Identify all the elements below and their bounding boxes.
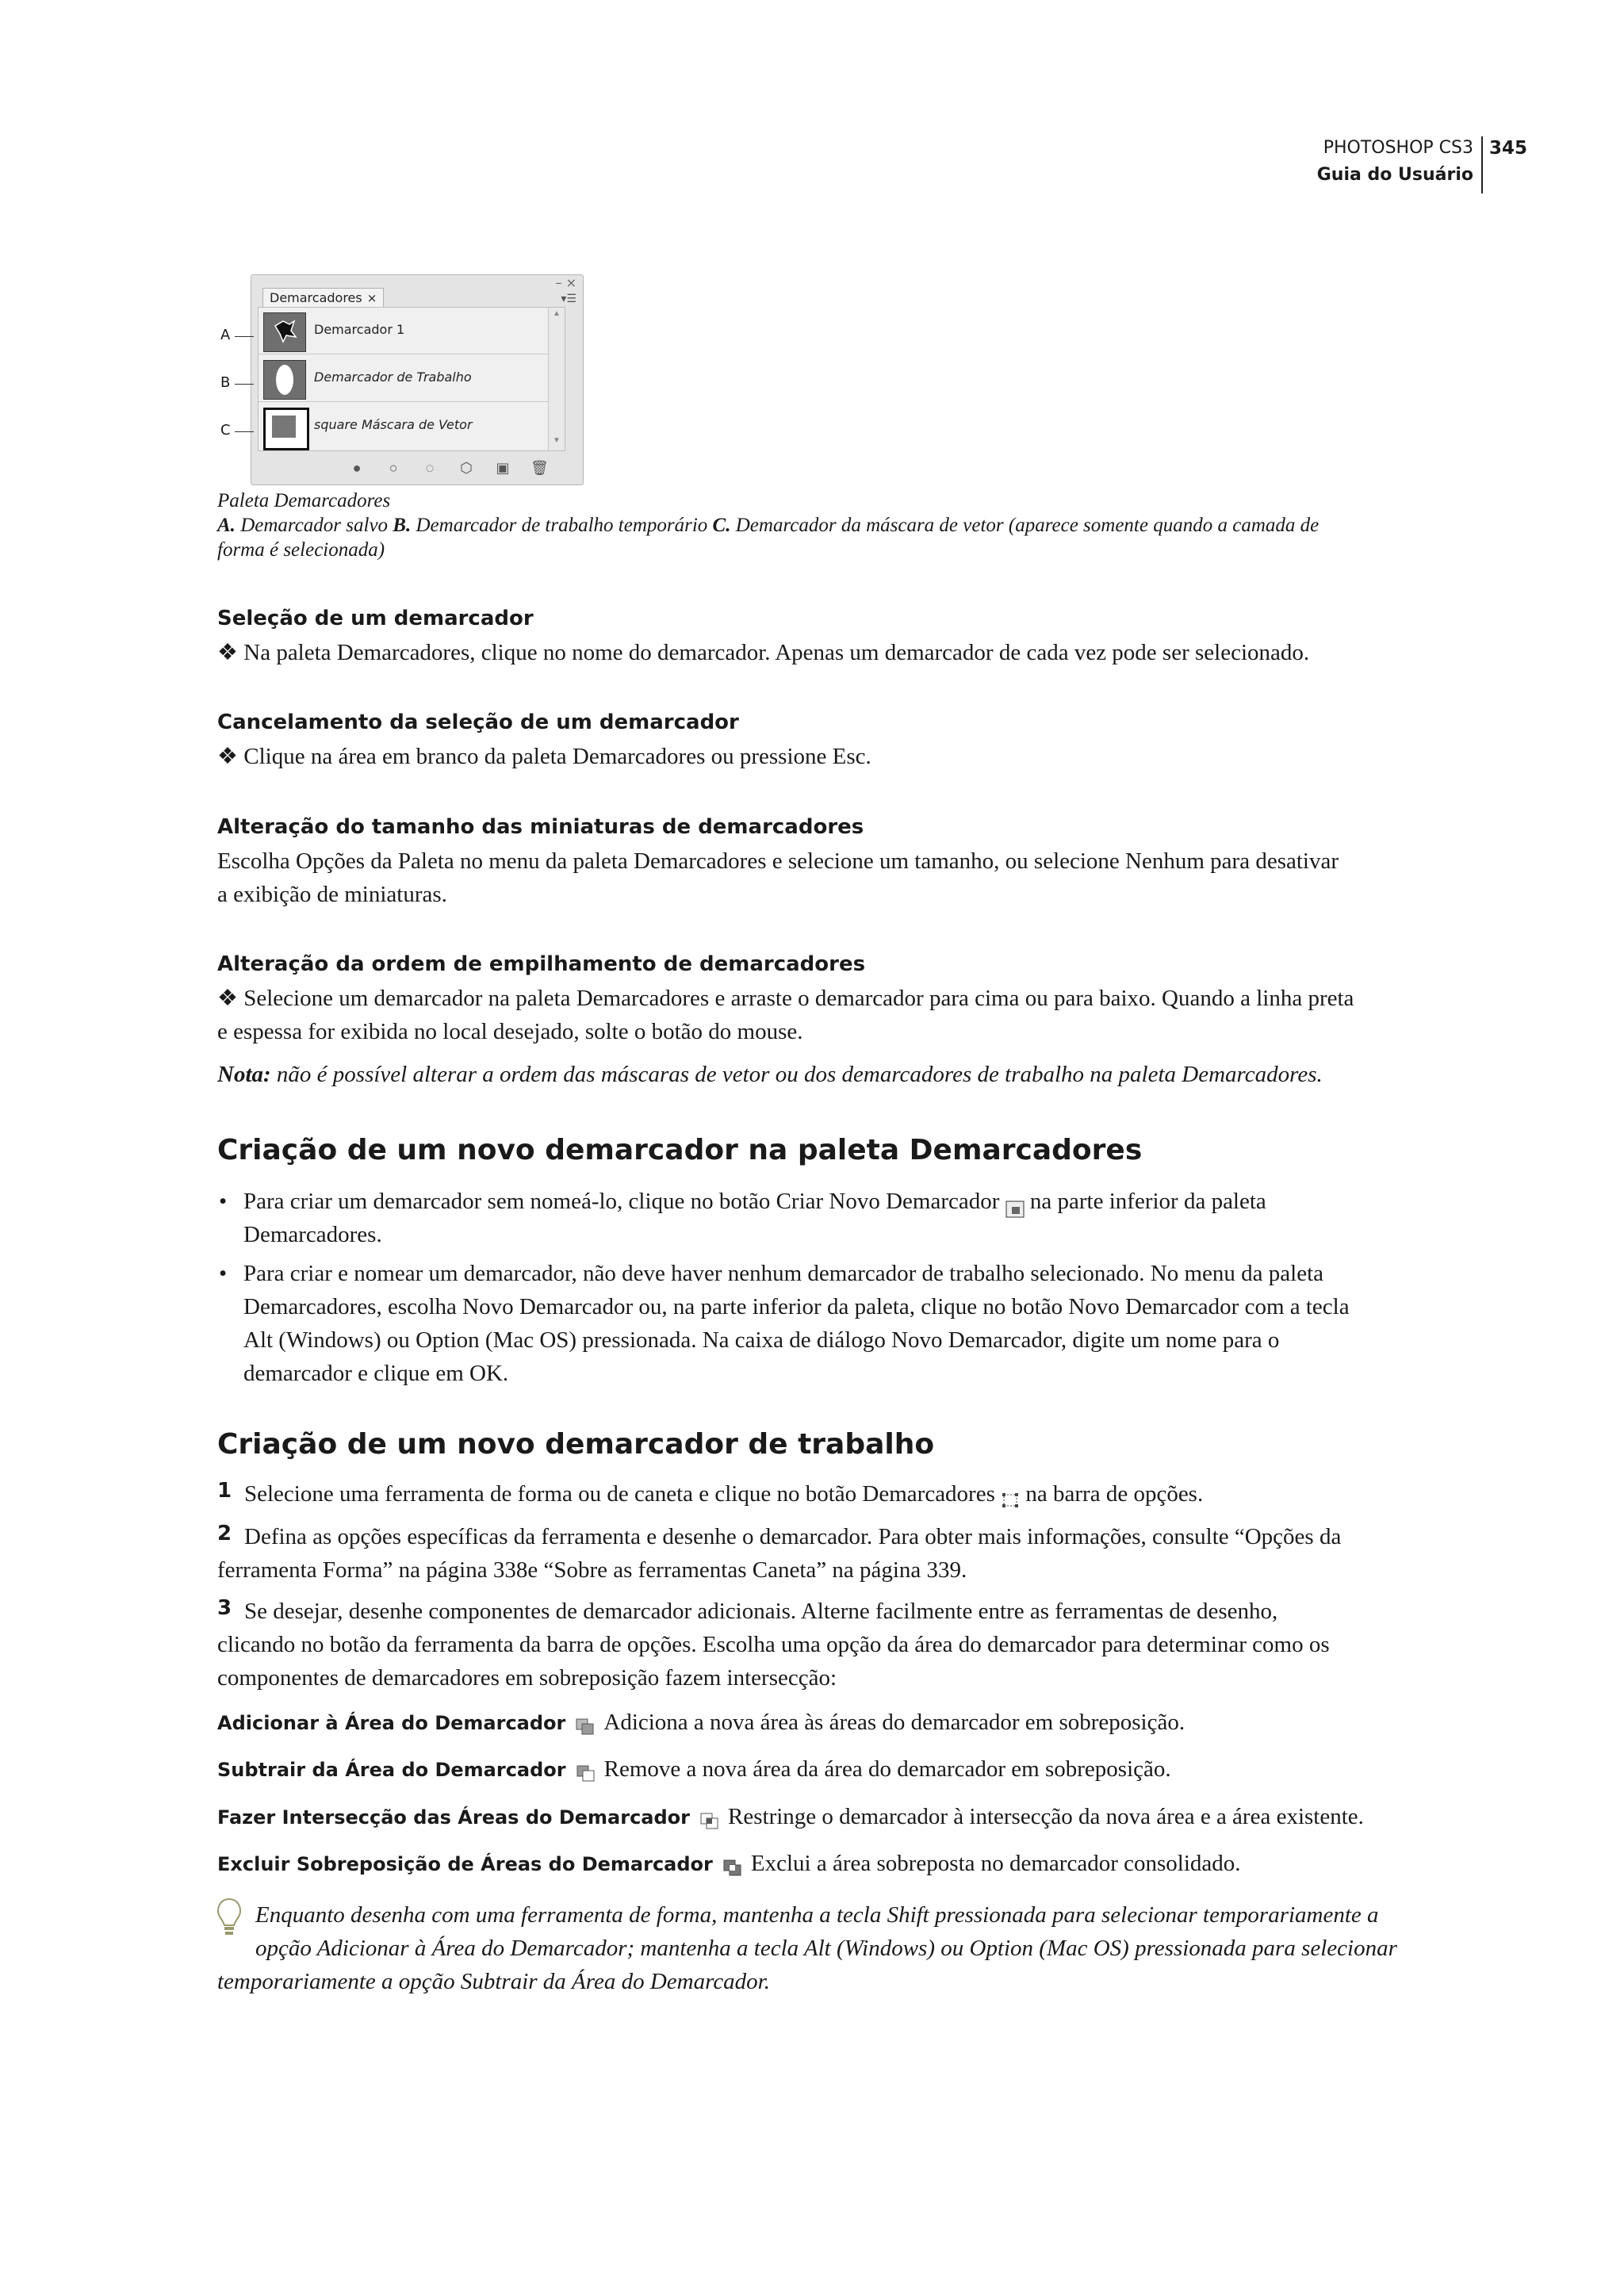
palette-window-controls: – × <box>555 275 576 290</box>
bullet-2-line-3: Alt (Windows) ou Option (Mac OS) pressionada. Na caixa de diálogo Novo Demarcador, digite um nome para o <box>243 1327 1280 1353</box>
step-3-line-3: componentes de demarcadores em sobreposição fazem intersecção: <box>217 1665 837 1691</box>
paths-palette-figure <box>251 274 584 485</box>
section-title-select-path: Seleção de um demarcador <box>217 607 534 630</box>
palette-row-saved-path <box>259 308 560 354</box>
intersect-area-icon <box>699 1812 718 1829</box>
palette-row-label: square Máscara de Vetor <box>314 417 473 432</box>
palette-path-list <box>258 307 565 451</box>
term-subtract-area-desc: Remove a nova área da área do demarcador em sobreposição. <box>603 1756 1171 1782</box>
term-exclude-overlap-desc: Exclui a área sobreposta no demarcador consolidado. <box>750 1851 1241 1876</box>
stroke-path-icon: ○ <box>389 460 398 476</box>
scroll-down-icon: ▼ <box>553 436 561 445</box>
figure-caption-legend-cont: forma é selecionada) <box>217 539 385 561</box>
palette-menu-icon: ▾☰ <box>561 293 576 305</box>
term-add-area-label: Adicionar à Área do Demarcador <box>217 1712 566 1734</box>
step-number-1: 1 <box>217 1479 232 1503</box>
bullet: • <box>219 1189 228 1214</box>
section-title-stack-order: Alteração da ordem de empilhamento de demarcadores <box>217 952 866 976</box>
section-text-thumbnail-size-2: a exibição de miniaturas. <box>217 882 447 907</box>
trash-icon: 🗑 <box>530 460 549 476</box>
callout-c: C <box>220 422 231 439</box>
palette-row-label: Demarcador de Trabalho <box>314 370 472 385</box>
heading-create-work-path: Criação de um novo demarcador de trabalho <box>217 1428 935 1461</box>
palette-footer-buttons <box>331 459 569 478</box>
term-exclude-overlap-label: Excluir Sobreposição de Áreas do Demarcador <box>217 1853 713 1875</box>
tip-line-2: opção Adicionar à Área do Demarcador; mantenha a tecla Alt (Windows) ou Option (Mac OS) pressionada para selecionar <box>255 1936 1397 1961</box>
section-text-select-path: ❖ Na paleta Demarcadores, clique no nome do demarcador. Apenas um demarcador de cada vez pode ser selecionado. <box>217 640 1310 665</box>
callout-c-line <box>235 431 254 432</box>
caption-key-b: B. <box>393 515 412 536</box>
header-product: PHOTOSHOP CS3 <box>1323 138 1473 158</box>
section-text-stack-order-1: ❖ Selecione um demarcador na paleta Demarcadores e arraste o demarcador para cima ou para baixo. Quando a linha preta <box>217 986 1354 1011</box>
callout-a-line <box>235 336 254 337</box>
make-work-path-icon: ⬡ <box>460 460 473 476</box>
header-divider <box>1481 136 1483 193</box>
tip-line-1: Enquanto desenha com uma ferramenta de forma, mantenha a tecla Shift pressionada para selecionar temporariamente a <box>255 1902 1379 1928</box>
caption-a: Demarcador salvo <box>235 515 393 536</box>
scroll-up-icon: ▲ <box>553 309 561 318</box>
term-intersect-area-desc: Restringe o demarcador à intersecção da nova área e a área existente. <box>728 1804 1364 1829</box>
bullet-1-line-1 <box>243 1185 1512 1218</box>
step-3-line-1: Se desejar, desenhe componentes de demarcador adicionais. Alterne facilmente entre as ferramentas de desenho, <box>244 1599 1278 1624</box>
term-subtract-area-label: Subtrair da Área do Demarcador <box>217 1759 566 1781</box>
close-icon: × <box>366 291 377 305</box>
term-subtract-area <box>217 1752 1518 1786</box>
tip-line-3: temporariamente a opção Subtrair da Área do Demarcador. <box>217 1969 771 1994</box>
note <box>217 1058 1391 1091</box>
section-title-deselect-path: Cancelamento da seleção de um demarcador <box>217 710 739 734</box>
section-text-thumbnail-size-1: Escolha Opções da Paleta no menu da paleta Demarcadores e selecione um tamanho, ou selecione Nenhum para desativar <box>217 848 1339 874</box>
load-selection-icon: ◌ <box>425 460 435 476</box>
path-thumbnail <box>263 360 306 400</box>
subtract-area-icon <box>576 1764 595 1782</box>
bullet: • <box>219 1261 228 1286</box>
bullet-1-line-2: Demarcadores. <box>243 1222 382 1247</box>
caption-key-a: A. <box>217 515 236 536</box>
figure-caption-legend <box>217 513 1423 538</box>
new-path-icon <box>1005 1194 1025 1212</box>
fill-path-icon: ● <box>352 460 362 476</box>
section-text-deselect-path: ❖ Clique na área em branco da paleta Demarcadores ou pressione Esc. <box>217 744 871 769</box>
paths-mode-icon <box>1001 1487 1020 1504</box>
term-exclude-overlap <box>217 1847 1518 1880</box>
step-1-text-a: Selecione uma ferramenta de forma ou de caneta e clique no botão Demarcadores <box>244 1481 995 1507</box>
path-thumbnail <box>263 312 306 352</box>
step-2-line-1: Defina as opções específicas da ferramenta e desenhe o demarcador. Para obter mais informações, consulte “Opções da <box>244 1524 1342 1549</box>
bullet-2-line-2: Demarcadores, escolha Novo Demarcador ou, na parte inferior da paleta, clique no botão Novo Demarcador com a tecla <box>243 1294 1350 1319</box>
palette-tab <box>262 288 384 308</box>
step-number-3: 3 <box>217 1596 232 1620</box>
palette-tab-label: Demarcadores <box>270 290 362 305</box>
new-path-icon: ▣ <box>496 460 510 476</box>
step-1-text <box>244 1477 1513 1511</box>
exclude-overlap-icon <box>722 1859 741 1876</box>
term-add-area-desc: Adiciona a nova área às áreas do demarcador em sobreposição. <box>603 1710 1185 1735</box>
path-thumbnail <box>263 408 309 450</box>
palette-row-label: Demarcador 1 <box>314 322 405 337</box>
callout-a: A <box>220 327 231 343</box>
callout-b-line <box>235 384 254 385</box>
term-add-area <box>217 1706 1518 1739</box>
callout-b: B <box>220 374 231 391</box>
bullet-1-text-a: Para criar um demarcador sem nomeá-lo, clique no botão Criar Novo Demarcador <box>243 1189 1000 1214</box>
figure-caption-title: Paleta Demarcadores <box>217 490 391 511</box>
section-text-stack-order-2: e espessa for exibida no local desejado, solte o botão do mouse. <box>217 1019 803 1044</box>
palette-row-vector-mask <box>259 403 560 449</box>
note-label: Nota: <box>217 1062 271 1087</box>
page-number: 345 <box>1489 138 1528 159</box>
caption-b: Demarcador de trabalho temporário <box>411 515 713 536</box>
note-text: não é possível alterar a ordem das máscaras de vetor ou dos demarcadores de trabalho na paleta Demarcadores. <box>270 1062 1323 1087</box>
caption-key-c: C. <box>712 515 731 536</box>
step-number-2: 2 <box>217 1522 232 1545</box>
bullet-2-line-4: demarcador e clique em OK. <box>243 1361 509 1386</box>
step-3-line-2: clicando no botão da ferramenta da barra de opções. Escolha uma opção da área do demarcador para determinar como os <box>217 1632 1330 1657</box>
section-title-thumbnail-size: Alteração do tamanho das miniaturas de demarcadores <box>217 815 864 839</box>
palette-row-work-path <box>259 355 560 402</box>
step-2-line-2: ferramenta Forma” na página 338e “Sobre as ferramentas Caneta” na página 339. <box>217 1557 967 1583</box>
term-intersect-area <box>217 1800 1518 1833</box>
term-intersect-area-label: Fazer Intersecção das Áreas do Demarcador <box>217 1806 691 1829</box>
bullet-2-line-1: Para criar e nomear um demarcador, não deve haver nenhum demarcador de trabalho selecionado. No menu da paleta <box>243 1261 1324 1286</box>
lightbulb-icon <box>216 1897 243 1941</box>
step-1-text-b: na barra de opções. <box>1025 1481 1204 1507</box>
header-guide-title: Guia do Usuário <box>1316 165 1473 185</box>
heading-create-path: Criação de um novo demarcador na paleta Demarcadores <box>217 1134 1143 1166</box>
caption-c: Demarcador da máscara de vetor (aparece somente quando a camada de <box>730 515 1320 536</box>
bullet-1-text-b: na parte inferior da paleta <box>1029 1189 1266 1214</box>
add-area-icon <box>575 1718 594 1735</box>
palette-scrollbar <box>548 308 565 450</box>
